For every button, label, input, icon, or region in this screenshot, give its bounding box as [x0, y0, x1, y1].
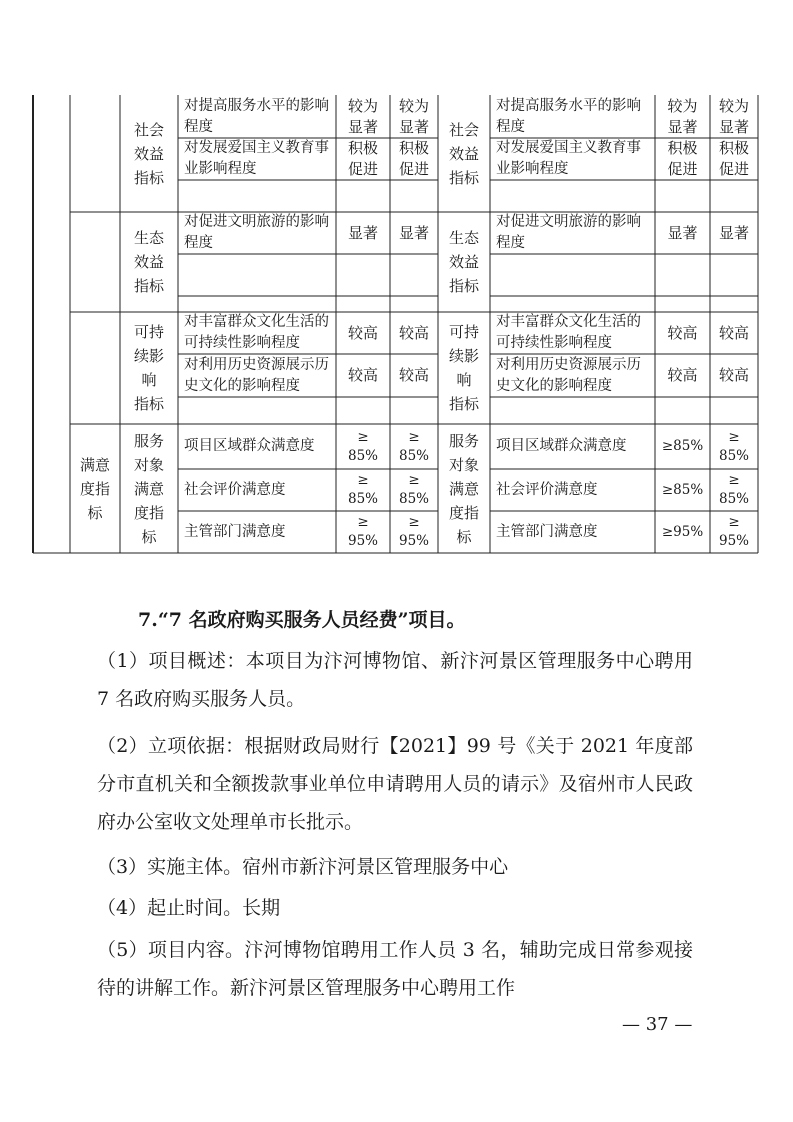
- left-indicator: [178, 212, 336, 254]
- right-value-2: [710, 254, 758, 296]
- right-value-1: [655, 138, 710, 180]
- right-value-2-text: ≥ 85%: [718, 472, 749, 507]
- right-indicator: [490, 354, 655, 397]
- right-indicator: [490, 469, 655, 511]
- left-category: [120, 212, 178, 312]
- right-indicator-text: 对丰富群众文化生活的可持续性影响程度: [496, 314, 641, 351]
- left-value-1: [336, 212, 390, 254]
- paragraph-basis: （2）立项依据：根据财政局财行【2021】99 号《关于 2021 年度部分市直机关和全额拨款事业单位申请聘用人员的请示》及宿州市人民政府办公室收文处理单市长批示。: [97, 735, 693, 833]
- left-category-text: 可持 续影 响 指标: [133, 323, 164, 413]
- left-value-2-text: 较为 显著: [398, 96, 429, 136]
- right-indicator-text: 主管部门满意度: [496, 523, 598, 540]
- left-value-2: [390, 212, 438, 254]
- right-value-1: [655, 296, 710, 312]
- left-value-1: [336, 469, 390, 511]
- left-value-2-text: 较高: [398, 323, 429, 342]
- left-indicator: [178, 180, 336, 212]
- right-indicator: [490, 254, 655, 296]
- left-value-1-text: ≥ 95%: [347, 514, 378, 549]
- right-value-2: [710, 296, 758, 312]
- left-value-1: [336, 296, 390, 312]
- left-indicator: [178, 354, 336, 397]
- paragraph-content: （5）项目内容。汴河博物馆聘用工作人员 3 名，辅助完成日常参观接待的讲解工作。新汴河景区管理服务中心聘用工作: [97, 939, 693, 999]
- page-number: — 37 —: [622, 1014, 693, 1035]
- left-indicator: [178, 138, 336, 180]
- right-value-2: [710, 354, 758, 397]
- right-indicator: [490, 312, 655, 354]
- right-category-text: 社会 效益 指标: [448, 120, 479, 187]
- right-indicator-text: 对促进文明旅游的影响程度: [496, 214, 641, 251]
- left-value-2: [390, 312, 438, 354]
- right-indicator: [490, 424, 655, 469]
- right-value-2: [710, 397, 758, 424]
- right-value-1: [655, 511, 710, 553]
- right-category-text: 可持 续影 响 指标: [448, 323, 479, 413]
- left-value-2: [390, 469, 438, 511]
- right-indicator: [490, 95, 655, 138]
- right-value-1: [655, 95, 710, 138]
- right-indicator-text: 社会评价满意度: [496, 481, 598, 498]
- left-value-2: [390, 424, 438, 469]
- right-value-2: [710, 180, 758, 212]
- right-category-text: 生态 效益 指标: [448, 229, 479, 295]
- left-value-1: [336, 424, 390, 469]
- left-indicator-text: 对利用历史资源展示历史文化的影响程度: [184, 356, 329, 394]
- left-value-2: [390, 95, 438, 138]
- left-value-1-text: 较高: [347, 366, 378, 384]
- right-value-1: [655, 212, 710, 254]
- satisfaction-category-label: [70, 424, 120, 553]
- left-category-text: 服务 对象 满意 度指 标: [133, 431, 164, 546]
- left-category: [120, 312, 178, 424]
- right-indicator-text: 项目区域群众满意度: [496, 438, 627, 454]
- right-indicator-text: 对发展爱国主义教育事业影响程度: [496, 140, 641, 177]
- right-value-1-text: 较为 显著: [667, 96, 698, 136]
- right-indicator: [490, 138, 655, 180]
- left-indicator-text: 对发展爱国主义教育事业影响程度: [184, 140, 329, 177]
- right-value-2-text: ≥ 85%: [718, 428, 749, 464]
- right-value-1: [655, 424, 710, 469]
- right-value-1-text: 积极 促进: [667, 139, 698, 178]
- performance-indicator-table: [0, 0, 793, 560]
- left-indicator: [178, 469, 336, 511]
- right-value-2: [710, 312, 758, 354]
- left-value-1: [336, 138, 390, 180]
- left-category-text: 社会 效益 指标: [133, 120, 164, 187]
- right-value-2: [710, 138, 758, 180]
- left-category: [120, 424, 178, 553]
- left-value-2-text: 显著: [398, 223, 429, 242]
- left-value-2-text: 积极 促进: [398, 139, 429, 178]
- left-value-1: [336, 397, 390, 424]
- right-category: [438, 312, 490, 424]
- left-indicator-text: 对促进文明旅游的影响程度: [184, 214, 329, 251]
- right-value-1-text: 较高: [667, 323, 698, 342]
- right-category: [438, 212, 490, 312]
- right-indicator-text: 对提高服务水平的影响程度: [496, 97, 641, 135]
- left-value-2: [390, 354, 438, 397]
- right-value-1-text: ≥95%: [661, 523, 704, 540]
- left-value-1-text: ≥ 85%: [347, 472, 378, 507]
- left-value-2: [390, 296, 438, 312]
- right-indicator: [490, 397, 655, 424]
- left-indicator: [178, 424, 336, 469]
- left-value-1: [336, 254, 390, 296]
- left-value-1-text: 较高: [347, 323, 378, 342]
- left-indicator-text: 社会评价满意度: [184, 481, 286, 498]
- left-value-1-text: 较为 显著: [347, 96, 378, 136]
- right-value-1: [655, 312, 710, 354]
- right-value-2-text: 显著: [718, 223, 749, 242]
- right-value-2-text: 积极 促进: [718, 139, 749, 178]
- right-value-2-text: 较高: [718, 323, 749, 342]
- left-indicator-text: 对丰富群众文化生活的可持续性影响程度: [184, 314, 329, 351]
- satisfaction-category-label-text: 满意 度指 标: [79, 455, 110, 522]
- right-value-2: [710, 212, 758, 254]
- right-value-2-text: ≥ 95%: [718, 514, 749, 549]
- left-value-2: [390, 138, 438, 180]
- paragraph-period: （4）起止时间。长期: [97, 897, 281, 919]
- left-value-2-text: ≥ 95%: [398, 514, 429, 549]
- right-category-text: 服务 对象 满意 度指 标: [448, 431, 479, 546]
- right-indicator: [490, 212, 655, 254]
- left-value-1: [336, 511, 390, 553]
- left-indicator: [178, 95, 336, 138]
- right-value-2: [710, 424, 758, 469]
- left-indicator: [178, 312, 336, 354]
- right-value-1-text: 显著: [667, 223, 698, 242]
- left-indicator: [178, 511, 336, 553]
- left-category-text: 生态 效益 指标: [133, 229, 164, 295]
- right-value-1: [655, 254, 710, 296]
- right-value-1: [655, 469, 710, 511]
- right-category: [438, 424, 490, 553]
- left-value-2: [390, 254, 438, 296]
- paragraph-overview: （1）项目概述：本项目为汴河博物馆、新汴河景区管理服务中心聘用 7 名政府购买服务人员。: [97, 650, 693, 710]
- right-value-2: [710, 469, 758, 511]
- left-value-1-text: 积极 促进: [347, 139, 378, 178]
- right-indicator: [490, 180, 655, 212]
- left-indicator: [178, 254, 336, 296]
- right-value-2-text: 较高: [718, 366, 749, 384]
- left-value-1-text: 显著: [347, 223, 378, 242]
- right-value-1: [655, 397, 710, 424]
- right-value-1: [655, 180, 710, 212]
- right-indicator-text: 对利用历史资源展示历史文化的影响程度: [496, 356, 641, 394]
- left-value-1: [336, 312, 390, 354]
- right-value-1: [655, 354, 710, 397]
- left-indicator-text: 主管部门满意度: [184, 523, 286, 540]
- right-value-2: [710, 511, 758, 553]
- right-value-1-text: 较高: [667, 366, 698, 384]
- left-value-2-text: ≥ 85%: [398, 428, 429, 464]
- left-value-1: [336, 180, 390, 212]
- left-value-1-text: ≥ 85%: [347, 428, 378, 464]
- left-value-2-text: ≥ 85%: [398, 472, 429, 507]
- left-indicator-text: 对提高服务水平的影响程度: [184, 97, 329, 135]
- right-value-1-text: ≥85%: [661, 481, 704, 498]
- section-heading: 7.“7 名政府购买服务人员经费”项目。: [138, 609, 466, 631]
- left-value-2-text: 较高: [398, 366, 429, 384]
- left-category: [120, 95, 178, 212]
- right-value-1-text: ≥85%: [661, 438, 704, 454]
- left-indicator: [178, 397, 336, 424]
- left-value-1: [336, 95, 390, 138]
- paragraph-implementer: （3）实施主体。宿州市新汴河景区管理服务中心: [97, 856, 509, 878]
- left-value-2: [390, 511, 438, 553]
- right-indicator: [490, 296, 655, 312]
- right-value-2: [710, 95, 758, 138]
- right-value-2-text: 较为 显著: [718, 96, 749, 136]
- left-value-1: [336, 354, 390, 397]
- right-indicator: [490, 511, 655, 553]
- left-indicator: [178, 296, 336, 312]
- right-category: [438, 95, 490, 212]
- left-indicator-text: 项目区域群众满意度: [184, 438, 315, 454]
- left-value-2: [390, 397, 438, 424]
- left-value-2: [390, 180, 438, 212]
